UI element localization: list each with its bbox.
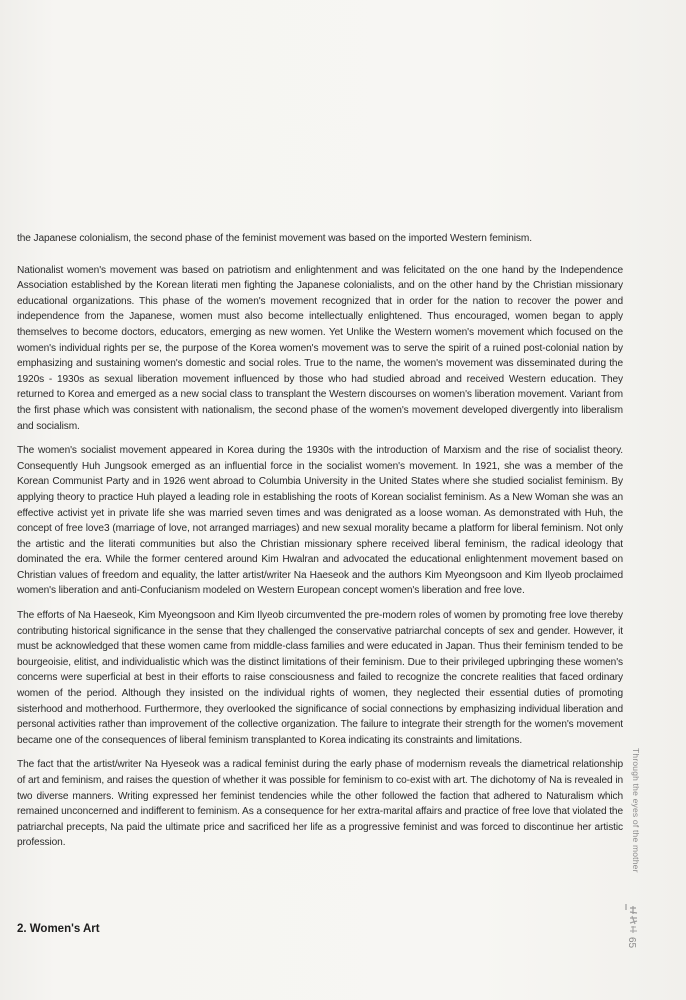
paragraph-4: The efforts of Na Haeseok, Kim Myeongsoon and Kim Ilyeob circumvented the pre-modern roles of women by promoting free love thereby contributing historical significance in the sense that they challenged the conservative patriarchal concepts of sex and gender. However, it must be acknowledged that these women came from middle-class families and were educated in Japan. Thus their feminism tended to be bourgeoisie, elitist, and individualistic which was the distinct limitations of their feminism. Due to their privileged upbringing these women's concerns were superficial at best in their efforts to raise consciousness and failed to recognize the concrete realities that faced ordinary women of the period. Although they insisted on the individual rights of women, they neglected their essential duties of promoting sisterhood and motherhood. Furthermore, they overlooked the significance of social connections by emphasizing individual liberation and personal activities rather than improvement of the collective organization. The failure to integrate their strength for the women's movement became one of the consequences of liberal feminism transplanted to Korea indicating its constraints and limitations.	[17, 610, 623, 746]
running-title: Through the eyes of the mother	[631, 748, 641, 873]
section-heading: 2. Women's Art	[17, 923, 100, 935]
page-number: 65	[626, 937, 637, 949]
paragraph-1: the Japanese colonialism, the second phase of the feminist movement was based on the imported Western feminism.	[17, 233, 532, 244]
paragraph-2: Nationalist women's movement was based on patriotism and enlightenment and was felicitated on the one hand by the Independence Association established by the Korean literati men fighting the Japanese colonialists, and on the other hand by the Christian missionary educational organizations. This phase of the women's movement recognized that in order for the nation to recover the power and independence from the Japanese, women must also become intellectually enlightened. Thus encouraged, women began to apply themselves to become doctors, educators, emerging as new women. Yet Unlike the Western women's movement which focused on the women's individual rights per se, the purpose of the Korea women's movement was to serve the spirit of a ruined post-colonial nation by emphasizing and sustaining women's domestic and social roles. True to the name, the women's movement was disseminated during the 1920s - 1930s as sexual liberation movement influenced by those who had studied abroad and received Western education. They returned to Korea and emerged as a new social class to transplant the Western discourses on women's liberation movement. Variant from the first phase which was consistent with nationalism, the second phase of the women's movement developed divergently into liberalism and socialism.	[17, 264, 623, 432]
body-text	[17, 231, 623, 860]
calligraphy-mark-icon	[624, 904, 642, 934]
paragraph-3: The women's socialist movement appeared in Korea during the 1930s with the introduction of Marxism and the rise of socialist theory. Consequently Huh Jungsook emerged as an influential force in the socialist women's movement. In 1921, she was a member of the Korean Communist Party and in 1926 went abroad to Columbia University in the United States where she studied socialist feminism. By applying theory to practice Huh played a leading role in establishing the roots of Korean socialist feminism. As a New Woman she was an effective activist yet in private life she was married seven times and was denigrated as a loose woman. As demonstrated with Huh, the concept of free love3 (marriage of love, not arranged marriages) and new sexual morality became a platform for liberal feminism. Not only the artistic and the literati communities but also the Christian missionary sphere received liberal feminism, the radical ideology that dominated the era. While the former centered around Kim Hwalran and advocated the educational enlightenment movement based on Christian values of freedom and equality, the latter artist/writer Na Haeseok and the authors Kim Myeongsoon and Kim Ilyeob proclaimed women's liberation and anti-Confucianism modeled on Western European concept women's liberation and free love.	[17, 445, 623, 597]
paragraph-5: The fact that the artist/writer Na Hyeseok was a radical feminist during the early phase of modernism reveals the diametrical relationship of art and feminism, and raises the question of whether it was possible for feminism to co-exist with art. The dichotomy of Na is revealed in two diverse manners. Writing expressed her feminist tendencies while the other followed the faction that adhered to Naturalism which remained unconcerned and indifferent to feminism. As a consequence for her extra-marital affairs and practice of free love that violated the patriarchal precepts, Na paid the ultimate price and sacrificed her life as a progressive feminist and was forced to discontinue her artistic profession.	[17, 759, 623, 849]
